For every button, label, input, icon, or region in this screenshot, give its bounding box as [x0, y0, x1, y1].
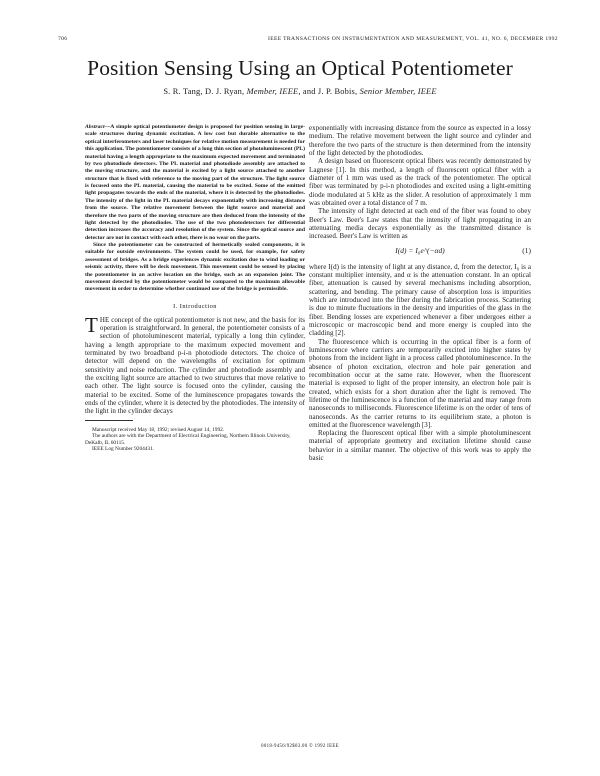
- paragraph-continuation: exponentially with increasing distance from the source as expected in a lossy medium. The relative movement between the light source and cylinder and therefore the two parts of the structure is then determined from the intensity of the light detected by the photodiodes.: [309, 124, 531, 157]
- author-membership-1: Member, IEEE,: [246, 87, 301, 96]
- introduction-text: HE concept of the optical potentiometer is not new, and the basis for its operation is straightforward. In general, the potentiometer consists of a section of photoluminescent material, typically a long thin cylinder, having a length appropriate to the maximum expected movement and terminated by two broadband p-i-n photodiode detectors. The choice of detector will depend on the wavelengths of excitation for optimum sensitivity and noise reduction. The cylinder and photodiode assembly and the exciting light source are attached to two structures that move relative to each other. The light source is focused onto the cylinder, causing the material to be excited. Some of the luminescence propagates towards the ends of the cylinder, where it is detected by the photodiodes. The intensity of the light in the cylinder decays: [85, 315, 305, 416]
- author-line: [0, 87, 600, 96]
- author-names-1: S. R. Tang, D. J. Ryan,: [163, 87, 247, 96]
- paragraph-beers-law: The intensity of light detected at each end of the fiber was found to obey Beer's Law. Beer's Law states that the intensity of light propagating in an attenuating media decays exponentially as the transmitted distance is increased. Beer's Law is written as: [309, 207, 531, 241]
- footnote-log-number: IEEE Log Number 9204431.: [92, 446, 155, 453]
- copyright-code: 0018-9456/92$03.00 © 1992 IEEE: [261, 744, 339, 749]
- introduction-paragraph-1: [85, 312, 305, 416]
- abstract-paragraph-1: [85, 124, 305, 242]
- author-membership-2: Senior Member, IEEE: [359, 87, 437, 96]
- drop-cap: T: [85, 312, 98, 337]
- journal-header: IEEE TRANSACTIONS ON INSTRUMENTATION AND MEASUREMENT, VOL. 41, NO. 6, DECEMBER 1992: [268, 36, 558, 42]
- abstract-text-1: A simple optical potentiometer design is proposed for position sensing in large-scale structures during dynamic excitation. A low cost but durable alternative to the optical interferometers and laser techniques for relative motion measurement is needed for this application. The potentiometer consists of a long thin section of photoluminescent (PL) material having a length appropriate to the maximum expected movement and terminated by two photodiode detectors. The PL material and photodiode assembly are attached to the moving structure, and the material is excited by a light source attached to another structure that is fixed with reference to the moving part of the structure. The light source is focused onto the PL material, causing the material to be excited. Some of the emitted light propagates towards the ends of the material, where it is detected by the photodiodes. The intensity of the light in the PL material decays exponentially with increasing distance from the source. The relative movement between the light source and material and therefore the two parts of the moving structure are then deduced from the intensity of the light detected by the photodiodes. The use of the two photodetectors for differential detection increases the accuracy and resolution of the system. Since the optical source and detector are not in contact with each other, there is no wear on the parts.: [85, 124, 305, 241]
- footnote-rule: [85, 420, 133, 421]
- equation-1: [309, 244, 531, 260]
- right-column-body: [309, 124, 531, 462]
- abstract: [85, 124, 305, 294]
- introduction-body: [85, 312, 305, 416]
- page-number: 706: [58, 36, 68, 42]
- footnotes: [85, 427, 305, 453]
- paragraph-attenuation: where I(d) is the intensity of light at any distance, d, from the detector, I₀ is a constant multiplier intensity, and α is the attenuation constant. In an optical fiber, attenuation is caused by several mechanisms including absorption, scattering, and bending. The primary cause of absorption loss is impurities which are introduced into the fiber during the fabrication process. Scattering is due to minute fluctuations in the density and impurities of the glass in the fiber. Bending losses are experienced whenever a fiber undergoes either a microscopic or macroscopic bend and more energy is coupled into the cladding [2].: [309, 262, 531, 338]
- paragraph-objective: Replacing the fluorescent optical fiber with a simple photoluminescent material of appropriate geometry and excitation lifetime should cause behavior in a similar manner. The objective of this work was to apply the basic: [309, 429, 531, 463]
- left-column: [85, 124, 305, 453]
- equation-expression: I(d) = I₀e^(−αd): [395, 245, 445, 255]
- section-heading-introduction: I. Introduction: [173, 302, 217, 310]
- footnote-received: Manuscript received May 18, 1992; revised August 14, 1992.: [92, 426, 225, 433]
- abstract-label: Abstract—: [85, 124, 111, 130]
- author-names-2: and J. P. Bobis,: [300, 87, 360, 96]
- equation-number: (1): [522, 245, 531, 255]
- footnote-affiliation: The authors are with the Department of Electrical Engineering, Northern Illinois University, DeKalb, IL 60115.: [85, 433, 291, 446]
- paragraph-fluorescence: The fluorescence which is occurring in the optical fiber is a form of luminescence where carriers are temporarily excited into higher states by photons from the incident light in a process called photoluminescence. In the absence of photon excitation, electron and hole pair generation and recombination occur at the same rate. However, when the fluorescent material is exposed to light of the proper intensity, an electron hole pair is created, which exists for a short duration after the light is removed. The lifetime of the luminescence is a function of the material and may range from nanoseconds to milliseconds. Fluorescence lifetime is on the order of tens of nanoseconds. As the carrier returns to its equilibrium state, a photon is emitted at the fluorescence wavelength [3].: [309, 337, 531, 429]
- right-column: [309, 124, 531, 462]
- paragraph-lagnese: A design based on fluorescent optical fibers was recently demonstrated by Lagnese [1]. In this method, a length of fluorescent optical fiber with a diameter of 1 mm was used as the track of the potentiometer. The optical fiber was terminated by p-i-n photodiodes and excited using a light-emitting diode modulated at 5 kHz as the slider. A resolution of approximately 1 mm was obtained over a total distance of 7 m.: [309, 157, 531, 207]
- paper-title: Position Sensing Using an Optical Potentiometer: [87, 56, 513, 80]
- abstract-paragraph-2: Since the potentiometer can be constructed of hermetically sealed components, it is suitable for outside environments. The system could be used, for example, for safety assessment of bridges. As a bridge experiences dynamic excitation due to wind loading or seismic activity, there will be deck movement. This movement could be sensed by placing the potentiometer in an active location on the bridge, such as an expansion joint. The movement detected by the potentiometer would be compared to the maximum allowable movement in order to determine whether continued use of the bridge is permissible.: [85, 242, 305, 293]
